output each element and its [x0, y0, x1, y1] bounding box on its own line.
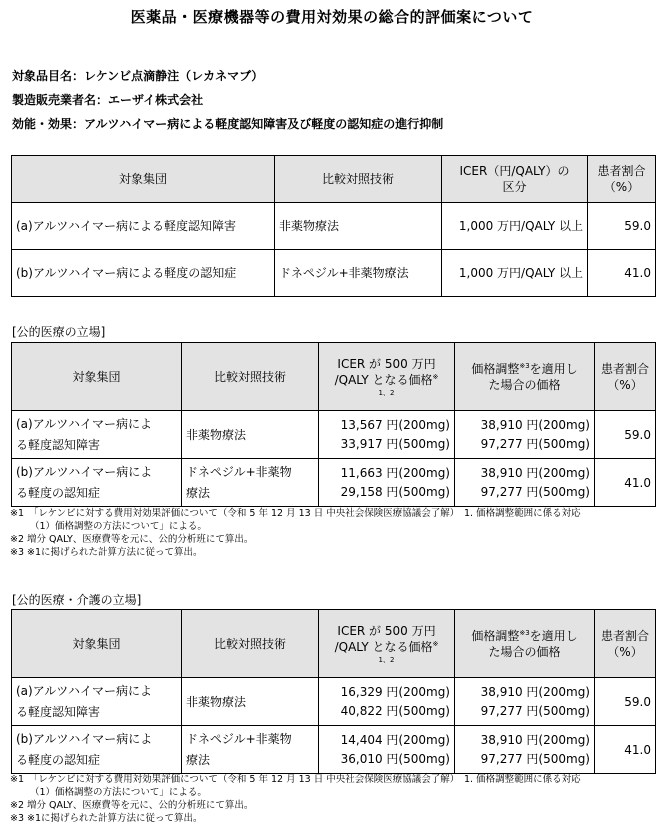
table-row: (b)アルツハイマー病によ る軽度の認知症 ドネペジル+非薬物 療法 11,663 円(200mg) 29,158 円(500mg) 38,910 円(200mg) 97,277 円(500mg) 41.0 — [12, 459, 656, 507]
header-icer: ICER（円/QALY）の 区分 — [442, 156, 588, 203]
table-row: (a)アルツハイマー病によ る軽度認知障害 非薬物療法 16,329 円(200mg) 40,822 円(500mg) 38,910 円(200mg) 97,277 円(500mg) 59.0 — [12, 678, 656, 726]
section-heading-public-medical-care: [公的医療・介護の立場] — [12, 593, 142, 607]
table-row: (a)アルツハイマー病によ る軽度認知障害 非薬物療法 13,567 円(200mg) 33,917 円(500mg) 38,910 円(200mg) 97,277 円(500mg) 59.0 — [12, 411, 656, 459]
header-group: 対象集団 — [12, 156, 275, 203]
header-pct: 患者割合 （%） — [588, 156, 656, 203]
table-row: (a)アルツハイマー病による軽度認知障害 非薬物療法 1,000 万円/QALY 以上 59.0 — [12, 203, 656, 250]
public-medical-table: 対象集団 比較対照技術 ICER が 500 万円 /QALY となる価格※ 1、2 価格調整$^{※3}$を適用し た場合の価格 患者割合 （%） (a)アルツハイマー病によ る軽度認知障害 非薬物療法 13,567 円(200mg) 33,917 円(500mg) 38,910 円(200mg) 97,277 円(500mg) 59.0 (b)アルツハイマー病によ る軽度の認知症 ドネペジル+非薬物 療法 11,663 円(200mg) 29,158 円(500mg) 38,910 円(200mg) 97,277 円(500mg) 41.0 — [11, 342, 656, 507]
table-row: (b)アルツハイマー病による軽度の認知症 ドネペジル+非薬物療法 1,000 万円/QALY 以上 41.0 — [12, 250, 656, 297]
manufacturer: 製造販売業者名：エーザイ株式会社 — [12, 93, 204, 107]
page-title: 医薬品・医療機器等の費用対効果の総合的評価案について — [130, 8, 534, 26]
section-heading-public-medical: [公的医療の立場] — [12, 325, 106, 339]
product-name: 対象品目名：レケンビ点滴静注（レカネマブ） — [12, 69, 264, 83]
public-medical-care-table: 対象集団 比較対照技術 ICER が 500 万円 /QALY となる価格※ 1、2 価格調整$^{※3}$を適用し た場合の価格 患者割合 （%） (a)アルツハイマー病によ る軽度認知障害 非薬物療法 16,329 円(200mg) 40,822 円(500mg) 38,910 円(200mg) 97,277 円(500mg) 59.0 (b)アルツハイマー病によ る軽度の認知症 ドネペジル+非薬物 療法 14,404 円(200mg) 36,010 円(500mg) 38,910 円(200mg) 97,277 円(500mg) 41.0 — [11, 609, 656, 774]
indication: 効能・効果：アルツハイマー病による軽度認知障害及び軽度の認知症の進行抑制 — [12, 117, 444, 131]
icer-summary-table — [11, 155, 656, 297]
table-row: (b)アルツハイマー病によ る軽度の認知症 ドネペジル+非薬物 療法 14,404 円(200mg) 36,010 円(500mg) 38,910 円(200mg) 97,277 円(500mg) 41.0 — [12, 726, 656, 774]
header-comparator: 比較対照技術 — [275, 156, 442, 203]
